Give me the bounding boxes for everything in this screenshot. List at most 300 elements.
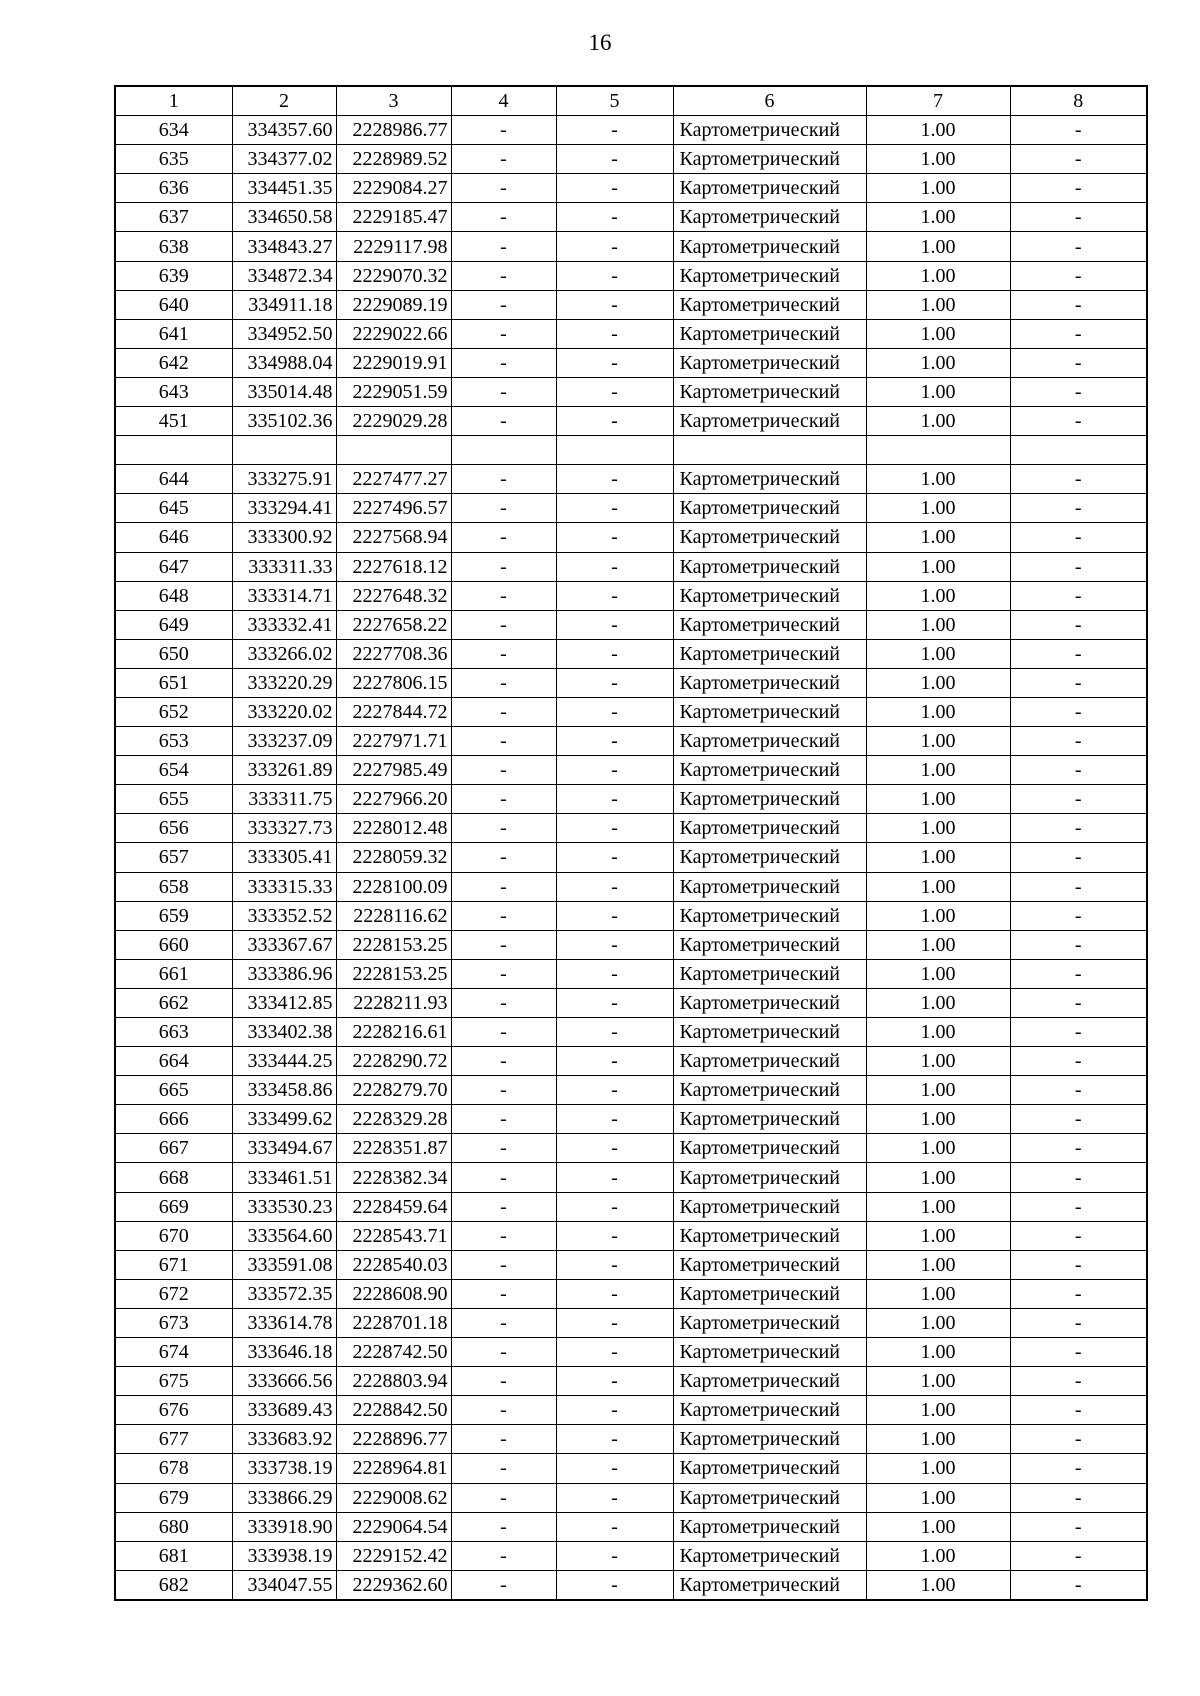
method-cell: Картометрический [673, 1047, 866, 1076]
method-cell: Картометрический [673, 1308, 866, 1337]
point-number-cell: 649 [115, 610, 232, 639]
method-cell: Картометрический [673, 639, 866, 668]
col4-cell: - [451, 1396, 556, 1425]
accuracy-cell: 1.00 [866, 756, 1010, 785]
y-coordinate-cell: 2227985.49 [336, 756, 451, 785]
col8-cell: - [1010, 959, 1147, 988]
col5-cell: - [556, 901, 673, 930]
table-row [115, 232, 1147, 261]
point-number-cell: 667 [115, 1134, 232, 1163]
col8-cell: - [1010, 377, 1147, 406]
col5-cell: - [556, 232, 673, 261]
y-coordinate-cell: 2228540.03 [336, 1250, 451, 1279]
col5-cell: - [556, 872, 673, 901]
accuracy-cell: 1.00 [866, 116, 1010, 145]
point-number-cell: 676 [115, 1396, 232, 1425]
x-coordinate-cell: 333444.25 [232, 1047, 336, 1076]
accuracy-cell: 1.00 [866, 1483, 1010, 1512]
col8-cell: - [1010, 203, 1147, 232]
x-coordinate-cell: 333402.38 [232, 1018, 336, 1047]
col5-cell: - [556, 1163, 673, 1192]
method-cell: Картометрический [673, 959, 866, 988]
col4-cell: - [451, 697, 556, 726]
y-coordinate-cell: 2228290.72 [336, 1047, 451, 1076]
col4-cell [451, 436, 556, 465]
col4-cell: - [451, 1570, 556, 1600]
table-row [115, 756, 1147, 785]
x-coordinate-cell: 333332.41 [232, 610, 336, 639]
col5-cell: - [556, 1018, 673, 1047]
table-row [115, 319, 1147, 348]
y-coordinate-cell: 2227966.20 [336, 785, 451, 814]
accuracy-cell: 1.00 [866, 1047, 1010, 1076]
point-number-cell: 671 [115, 1250, 232, 1279]
y-coordinate-cell: 2228329.28 [336, 1105, 451, 1134]
col8-cell: - [1010, 290, 1147, 319]
x-coordinate-cell: 333314.71 [232, 581, 336, 610]
col8-cell [1010, 436, 1147, 465]
table-row [115, 843, 1147, 872]
point-number-cell: 673 [115, 1308, 232, 1337]
table-row [115, 785, 1147, 814]
col8-cell: - [1010, 785, 1147, 814]
col5-cell: - [556, 1076, 673, 1105]
col5-cell [556, 436, 673, 465]
table-row [115, 523, 1147, 552]
table-row [115, 610, 1147, 639]
col5-cell: - [556, 552, 673, 581]
coordinates-table [114, 85, 1148, 1601]
x-coordinate-cell: 333311.75 [232, 785, 336, 814]
col5-cell: - [556, 1483, 673, 1512]
y-coordinate-cell: 2229185.47 [336, 203, 451, 232]
method-cell: Картометрический [673, 1221, 866, 1250]
x-coordinate-cell: 335014.48 [232, 377, 336, 406]
col5-cell: - [556, 639, 673, 668]
table-row [115, 1047, 1147, 1076]
y-coordinate-cell: 2229064.54 [336, 1512, 451, 1541]
point-number-cell: 680 [115, 1512, 232, 1541]
col8-cell: - [1010, 1221, 1147, 1250]
method-cell: Картометрический [673, 1250, 866, 1279]
table-row [115, 1221, 1147, 1250]
point-number-cell: 663 [115, 1018, 232, 1047]
method-cell: Картометрический [673, 319, 866, 348]
point-number-cell: 659 [115, 901, 232, 930]
x-coordinate-cell: 334650.58 [232, 203, 336, 232]
col8-cell: - [1010, 145, 1147, 174]
point-number-cell: 653 [115, 727, 232, 756]
column-header: 4 [451, 86, 556, 116]
accuracy-cell: 1.00 [866, 581, 1010, 610]
accuracy-cell [866, 436, 1010, 465]
method-cell: Картометрический [673, 174, 866, 203]
col4-cell: - [451, 523, 556, 552]
table-row [115, 1163, 1147, 1192]
method-cell: Картометрический [673, 494, 866, 523]
y-coordinate-cell: 2228608.90 [336, 1279, 451, 1308]
method-cell: Картометрический [673, 203, 866, 232]
point-number-cell: 655 [115, 785, 232, 814]
point-number-cell: 639 [115, 261, 232, 290]
accuracy-cell: 1.00 [866, 145, 1010, 174]
table-row [115, 1541, 1147, 1570]
col5-cell: - [556, 523, 673, 552]
accuracy-cell: 1.00 [866, 1163, 1010, 1192]
x-coordinate-cell: 335102.36 [232, 407, 336, 436]
method-cell: Картометрический [673, 843, 866, 872]
point-number-cell: 675 [115, 1367, 232, 1396]
col4-cell: - [451, 319, 556, 348]
point-number-cell: 669 [115, 1192, 232, 1221]
point-number-cell: 652 [115, 697, 232, 726]
table-row [115, 1396, 1147, 1425]
table-row [115, 1425, 1147, 1454]
method-cell: Картометрический [673, 1454, 866, 1483]
x-coordinate-cell: 334451.35 [232, 174, 336, 203]
col8-cell: - [1010, 261, 1147, 290]
table-row [115, 174, 1147, 203]
method-cell: Картометрический [673, 523, 866, 552]
col4-cell: - [451, 1454, 556, 1483]
col5-cell: - [556, 290, 673, 319]
col5-cell: - [556, 348, 673, 377]
x-coordinate-cell: 333689.43 [232, 1396, 336, 1425]
y-coordinate-cell: 2229029.28 [336, 407, 451, 436]
x-coordinate-cell: 333315.33 [232, 872, 336, 901]
method-cell: Картометрический [673, 407, 866, 436]
accuracy-cell: 1.00 [866, 494, 1010, 523]
column-header: 6 [673, 86, 866, 116]
col5-cell: - [556, 1279, 673, 1308]
y-coordinate-cell: 2227971.71 [336, 727, 451, 756]
accuracy-cell: 1.00 [866, 668, 1010, 697]
x-coordinate-cell: 334377.02 [232, 145, 336, 174]
col8-cell: - [1010, 174, 1147, 203]
accuracy-cell: 1.00 [866, 465, 1010, 494]
col4-cell: - [451, 756, 556, 785]
col5-cell: - [556, 1570, 673, 1600]
col8-cell: - [1010, 1047, 1147, 1076]
y-coordinate-cell: 2229152.42 [336, 1541, 451, 1570]
accuracy-cell: 1.00 [866, 232, 1010, 261]
table-row [115, 901, 1147, 930]
y-coordinate-cell: 2227708.36 [336, 639, 451, 668]
point-number-cell: 451 [115, 407, 232, 436]
accuracy-cell: 1.00 [866, 1076, 1010, 1105]
x-coordinate-cell: 333220.02 [232, 697, 336, 726]
method-cell: Картометрический [673, 348, 866, 377]
col8-cell: - [1010, 465, 1147, 494]
table-row [115, 639, 1147, 668]
x-coordinate-cell: 334911.18 [232, 290, 336, 319]
accuracy-cell: 1.00 [866, 785, 1010, 814]
y-coordinate-cell: 2228059.32 [336, 843, 451, 872]
accuracy-cell: 1.00 [866, 901, 1010, 930]
col5-cell: - [556, 1512, 673, 1541]
point-number-cell: 656 [115, 814, 232, 843]
col5-cell: - [556, 261, 673, 290]
method-cell: Картометрический [673, 1570, 866, 1600]
method-cell: Картометрический [673, 1483, 866, 1512]
x-coordinate-cell: 333646.18 [232, 1338, 336, 1367]
col8-cell: - [1010, 610, 1147, 639]
y-coordinate-cell: 2228896.77 [336, 1425, 451, 1454]
col5-cell: - [556, 1541, 673, 1570]
col4-cell: - [451, 407, 556, 436]
col4-cell: - [451, 1279, 556, 1308]
accuracy-cell: 1.00 [866, 1105, 1010, 1134]
accuracy-cell: 1.00 [866, 290, 1010, 319]
col5-cell: - [556, 930, 673, 959]
col8-cell: - [1010, 523, 1147, 552]
column-header: 5 [556, 86, 673, 116]
col4-cell: - [451, 930, 556, 959]
accuracy-cell: 1.00 [866, 930, 1010, 959]
col5-cell: - [556, 988, 673, 1017]
col8-cell: - [1010, 814, 1147, 843]
point-number-cell: 682 [115, 1570, 232, 1600]
col4-cell: - [451, 1483, 556, 1512]
y-coordinate-cell: 2228964.81 [336, 1454, 451, 1483]
method-cell: Картометрический [673, 1018, 866, 1047]
point-number-cell: 646 [115, 523, 232, 552]
col4-cell: - [451, 1047, 556, 1076]
col8-cell: - [1010, 930, 1147, 959]
col8-cell: - [1010, 1483, 1147, 1512]
table-row [115, 116, 1147, 145]
point-number-cell: 662 [115, 988, 232, 1017]
accuracy-cell: 1.00 [866, 872, 1010, 901]
method-cell: Картометрический [673, 552, 866, 581]
col4-cell: - [451, 232, 556, 261]
y-coordinate-cell: 2229051.59 [336, 377, 451, 406]
col5-cell: - [556, 1192, 673, 1221]
point-number-cell: 677 [115, 1425, 232, 1454]
table-row [115, 436, 1147, 465]
col5-cell: - [556, 407, 673, 436]
x-coordinate-cell: 333458.86 [232, 1076, 336, 1105]
col5-cell: - [556, 1221, 673, 1250]
col4-cell: - [451, 203, 556, 232]
method-cell: Картометрический [673, 756, 866, 785]
col4-cell: - [451, 1018, 556, 1047]
accuracy-cell: 1.00 [866, 174, 1010, 203]
accuracy-cell: 1.00 [866, 959, 1010, 988]
table-row [115, 465, 1147, 494]
x-coordinate-cell: 334952.50 [232, 319, 336, 348]
table-row [115, 959, 1147, 988]
method-cell: Картометрический [673, 145, 866, 174]
point-number-cell [115, 436, 232, 465]
col4-cell: - [451, 290, 556, 319]
method-cell: Картометрический [673, 1076, 866, 1105]
x-coordinate-cell: 333266.02 [232, 639, 336, 668]
col8-cell: - [1010, 843, 1147, 872]
x-coordinate-cell: 333300.92 [232, 523, 336, 552]
col5-cell: - [556, 668, 673, 697]
col5-cell: - [556, 1134, 673, 1163]
col8-cell: - [1010, 1396, 1147, 1425]
y-coordinate-cell: 2229008.62 [336, 1483, 451, 1512]
table-row [115, 407, 1147, 436]
point-number-cell: 657 [115, 843, 232, 872]
accuracy-cell: 1.00 [866, 1134, 1010, 1163]
col4-cell: - [451, 465, 556, 494]
x-coordinate-cell: 333237.09 [232, 727, 336, 756]
col5-cell: - [556, 1338, 673, 1367]
method-cell [673, 436, 866, 465]
column-header: 3 [336, 86, 451, 116]
point-number-cell: 650 [115, 639, 232, 668]
x-coordinate-cell: 333412.85 [232, 988, 336, 1017]
x-coordinate-cell: 333572.35 [232, 1279, 336, 1308]
y-coordinate-cell: 2228216.61 [336, 1018, 451, 1047]
accuracy-cell: 1.00 [866, 1308, 1010, 1337]
accuracy-cell: 1.00 [866, 261, 1010, 290]
point-number-cell: 640 [115, 290, 232, 319]
col8-cell: - [1010, 1250, 1147, 1279]
y-coordinate-cell: 2229089.19 [336, 290, 451, 319]
col8-cell: - [1010, 1367, 1147, 1396]
table-row [115, 1192, 1147, 1221]
y-coordinate-cell: 2228100.09 [336, 872, 451, 901]
table-row [115, 1018, 1147, 1047]
col8-cell: - [1010, 319, 1147, 348]
method-cell: Картометрический [673, 116, 866, 145]
point-number-cell: 679 [115, 1483, 232, 1512]
y-coordinate-cell: 2228382.34 [336, 1163, 451, 1192]
col4-cell: - [451, 261, 556, 290]
method-cell: Картометрический [673, 1512, 866, 1541]
table-row [115, 930, 1147, 959]
column-header: 8 [1010, 86, 1147, 116]
accuracy-cell: 1.00 [866, 697, 1010, 726]
point-number-cell: 641 [115, 319, 232, 348]
table-row [115, 1076, 1147, 1105]
table-row [115, 814, 1147, 843]
col5-cell: - [556, 377, 673, 406]
col4-cell: - [451, 814, 556, 843]
table-row [115, 1367, 1147, 1396]
col8-cell: - [1010, 1076, 1147, 1105]
col4-cell: - [451, 1105, 556, 1134]
x-coordinate-cell: 333530.23 [232, 1192, 336, 1221]
method-cell: Картометрический [673, 581, 866, 610]
method-cell: Картометрический [673, 727, 866, 756]
page-number: 16 [588, 30, 612, 55]
accuracy-cell: 1.00 [866, 523, 1010, 552]
col8-cell: - [1010, 1454, 1147, 1483]
y-coordinate-cell: 2229022.66 [336, 319, 451, 348]
table-row [115, 1338, 1147, 1367]
table-row [115, 348, 1147, 377]
col8-cell: - [1010, 552, 1147, 581]
point-number-cell: 651 [115, 668, 232, 697]
x-coordinate-cell: 333938.19 [232, 1541, 336, 1570]
x-coordinate-cell: 334843.27 [232, 232, 336, 261]
table-row [115, 872, 1147, 901]
accuracy-cell: 1.00 [866, 1221, 1010, 1250]
y-coordinate-cell: 2229070.32 [336, 261, 451, 290]
col4-cell: - [451, 1541, 556, 1570]
col4-cell: - [451, 988, 556, 1017]
method-cell: Картометрический [673, 1541, 866, 1570]
y-coordinate-cell: 2227618.12 [336, 552, 451, 581]
col4-cell: - [451, 145, 556, 174]
method-cell: Картометрический [673, 1396, 866, 1425]
col5-cell: - [556, 785, 673, 814]
col4-cell: - [451, 1221, 556, 1250]
col8-cell: - [1010, 639, 1147, 668]
table-row [115, 1250, 1147, 1279]
point-number-cell: 665 [115, 1076, 232, 1105]
col8-cell: - [1010, 1163, 1147, 1192]
point-number-cell: 674 [115, 1338, 232, 1367]
col5-cell: - [556, 116, 673, 145]
col8-cell: - [1010, 1134, 1147, 1163]
method-cell: Картометрический [673, 1163, 866, 1192]
accuracy-cell: 1.00 [866, 1570, 1010, 1600]
method-cell: Картометрический [673, 1279, 866, 1308]
col4-cell: - [451, 1192, 556, 1221]
col8-cell: - [1010, 988, 1147, 1017]
point-number-cell: 643 [115, 377, 232, 406]
accuracy-cell: 1.00 [866, 1512, 1010, 1541]
table-row [115, 145, 1147, 174]
col4-cell: - [451, 1308, 556, 1337]
method-cell: Картометрический [673, 465, 866, 494]
col8-cell: - [1010, 872, 1147, 901]
col5-cell: - [556, 843, 673, 872]
point-number-cell: 670 [115, 1221, 232, 1250]
col5-cell: - [556, 610, 673, 639]
x-coordinate-cell: 333311.33 [232, 552, 336, 581]
point-number-cell: 642 [115, 348, 232, 377]
col4-cell: - [451, 639, 556, 668]
method-cell: Картометрический [673, 1425, 866, 1454]
col5-cell: - [556, 727, 673, 756]
y-coordinate-cell: 2228012.48 [336, 814, 451, 843]
y-coordinate-cell: 2228351.87 [336, 1134, 451, 1163]
method-cell: Картометрический [673, 1134, 866, 1163]
col4-cell: - [451, 377, 556, 406]
col8-cell: - [1010, 1338, 1147, 1367]
col4-cell: - [451, 727, 556, 756]
table-row [115, 377, 1147, 406]
accuracy-cell: 1.00 [866, 1367, 1010, 1396]
x-coordinate-cell: 334357.60 [232, 116, 336, 145]
col5-cell: - [556, 465, 673, 494]
column-header: 2 [232, 86, 336, 116]
col4-cell: - [451, 1250, 556, 1279]
col8-cell: - [1010, 697, 1147, 726]
y-coordinate-cell: 2228153.25 [336, 959, 451, 988]
method-cell: Картометрический [673, 1338, 866, 1367]
point-number-cell: 644 [115, 465, 232, 494]
y-coordinate-cell: 2228153.25 [336, 930, 451, 959]
col5-cell: - [556, 1047, 673, 1076]
x-coordinate-cell: 333866.29 [232, 1483, 336, 1512]
col4-cell: - [451, 1367, 556, 1396]
y-coordinate-cell [336, 436, 451, 465]
x-coordinate-cell: 333614.78 [232, 1308, 336, 1337]
point-number-cell: 645 [115, 494, 232, 523]
point-number-cell: 637 [115, 203, 232, 232]
x-coordinate-cell: 333683.92 [232, 1425, 336, 1454]
accuracy-cell: 1.00 [866, 1541, 1010, 1570]
x-coordinate-cell: 333591.08 [232, 1250, 336, 1279]
